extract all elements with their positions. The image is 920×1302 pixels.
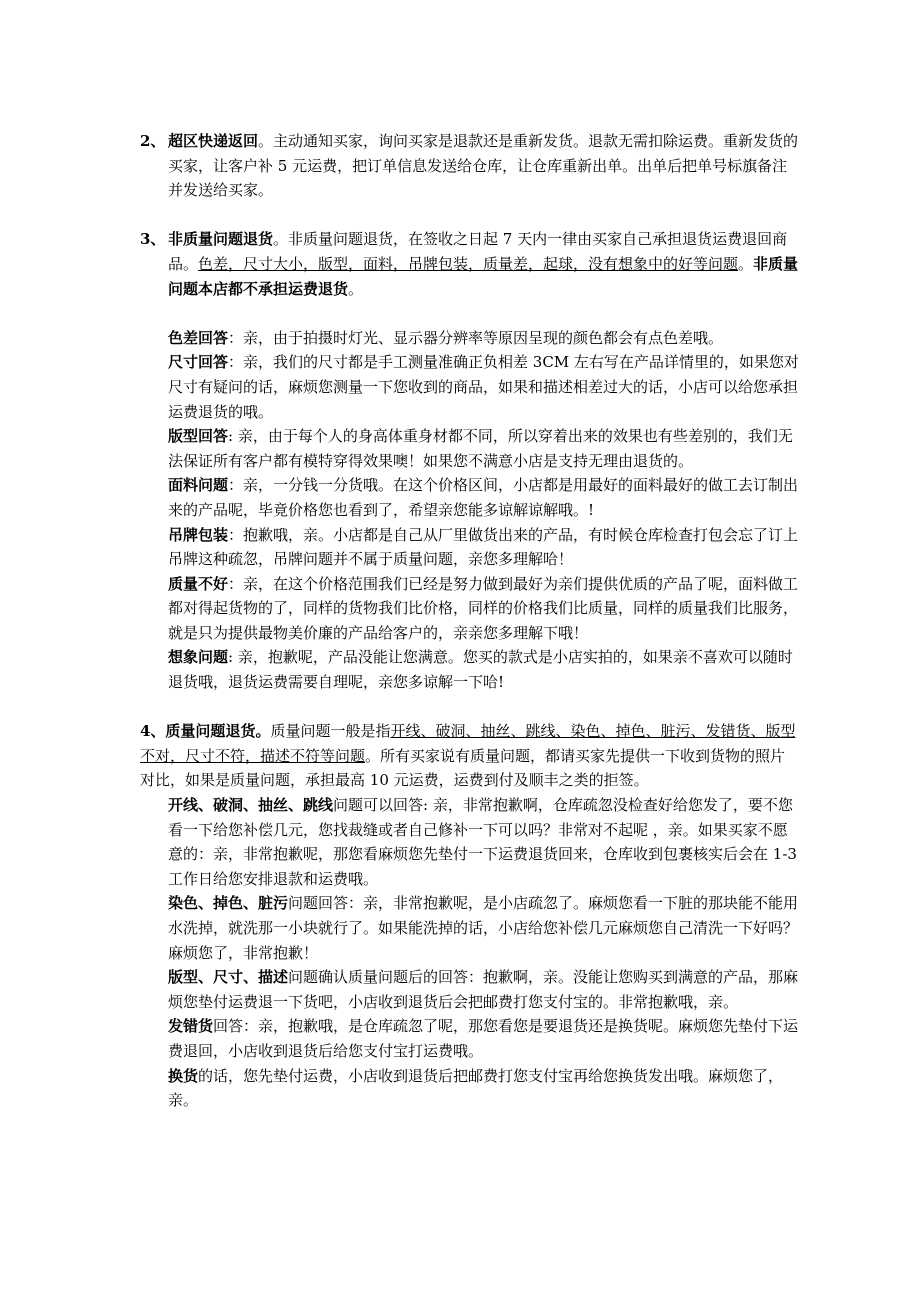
answer-label: 想象问题: [168, 648, 229, 667]
answer-text: : 亲，由于每个人的身高体重身材都不同，所以穿着出来的效果也有些差别的，我们无法保证所有客户都有模特穿得效果噢！如果您不满意小店是支持无理由退货的。: [168, 427, 793, 470]
answer-text: ：亲，在这个价格范围我们已经是努力做到最好为亲们提供优质的产品了呢，面料做工都对得起货物的了，同样的货物我们比价格，同样的价格我们比质量，同样的质量我们比服务，就是只为提供最物美价廉的产品给客户的，亲亲您多理解下哦！: [168, 574, 799, 642]
section-number: 2、: [140, 132, 166, 150]
answer-item: [168, 572, 800, 646]
section-4: [140, 719, 800, 793]
qa-label: 版型、尺寸、描述: [168, 968, 289, 987]
qa-item: [168, 965, 800, 1014]
qa-list: [140, 793, 800, 1113]
answer-label: 尺寸回答: [168, 353, 229, 372]
answer-label: 质量不好: [168, 574, 229, 593]
section-title: 超区快递返回: [168, 132, 259, 150]
section-2: [140, 129, 800, 203]
section-3: 3、 非质量问题退货。非质量问题退货，在签收之日起 7 天内一律由买家自己承担退货运费退回商品。色差，尺寸大小，版型，面料，吊牌包装，质量差，起球，没有想象中的好等问题。非质量问题本店都不承担运费退货。: [140, 227, 800, 301]
section-text: 。非质量问题退货，在签收之日起 7 天内一律由买家自己承担退货运费退回商品。: [168, 230, 788, 273]
qa-item: [168, 1014, 800, 1063]
answer-text: ：抱歉哦，亲。小店都是自己从厂里做货出来的产品，有时候仓库检查打包会忘了订上吊牌这种疏忽，吊牌问题并不属于质量问题，亲您多理解哈！: [168, 525, 799, 569]
qa-label: 染色、掉色、脏污: [168, 894, 289, 913]
answer-item: [168, 350, 800, 424]
section-title: 4、质量问题退货。: [140, 722, 271, 741]
answer-label: 吊牌包装: [168, 525, 229, 544]
answer-item: [168, 326, 800, 351]
answer-label: 色差回答: [168, 328, 229, 347]
qa-text: 问题确认质量问题后的回答：抱歉啊，亲。没能让您购买到满意的产品，那麻烦您垫付运费退一下货吧，小店收到退货后会把邮费打您支付宝的。非常抱歉哦，亲。: [168, 968, 799, 1011]
answer-item: [168, 473, 800, 522]
section-text: 。所有买家说有质量问题，都请买家先提供一下收到货物的照片对比，如果是质量问题，承担最高 10 元运费，运费到付及顺丰之类的拒签。: [140, 746, 786, 790]
section-text: 。主动通知买家，询问买家是退款还是重新发货。退款无需扣除运费。重新发货的买家，让客户补 5 元运费，把订单信息发送给仓库，让仓库重新出单。出单后把单号标旗备注并发送给买家。: [168, 132, 799, 200]
section-title: 非质量问题退货: [168, 230, 274, 249]
underlined-issues: 色差，尺寸大小，版型，面料，吊牌包装，质量差，起球，没有想象中的好等问题: [198, 254, 739, 273]
qa-label: 换货: [168, 1066, 199, 1085]
answer-list: [140, 326, 800, 695]
qa-text: 问题回答：亲，非常抱歉呢，是小店疏忽了。麻烦您看一下脏的那块能不能用水洗掉，就洗那一小块就行了。如果能洗掉的话，小店给您补偿几元麻烦您自己清洗一下好吗？麻烦您了，非常抱歉！: [168, 894, 799, 962]
answer-label: 面料问题: [168, 476, 229, 495]
section-text: 质量问题一般是指: [270, 722, 391, 741]
answer-text: ：亲，一分钱一分货哦。在这个价格区间，小店都是用最好的面料最好的做工去订制出来的产品呢，毕竟价格您也看到了，希望亲您能多谅解谅解哦。!: [168, 476, 799, 519]
bold-policy: 非质量问题本店都不承担运费退货: [168, 254, 799, 298]
answer-text: : 亲，抱歉呢，产品没能让您满意。您买的款式是小店实拍的，如果亲不喜欢可以随时退货哦，退货运费需要自理呢，亲您多谅解一下哈!: [168, 648, 793, 692]
qa-item: [168, 793, 800, 891]
answer-label: 版型回答: [168, 427, 229, 446]
answer-item: [168, 424, 800, 473]
qa-label: 发错货: [168, 1017, 214, 1036]
section-number: 3、: [140, 230, 166, 249]
answer-item: [168, 645, 800, 694]
qa-item: [168, 891, 800, 965]
qa-label: 开线、破洞、抽丝、跳线: [168, 796, 334, 815]
qa-text: 的话，您先垫付运费，小店收到退货后把邮费打您支付宝再给您换货发出哦。麻烦您了，亲。: [168, 1066, 784, 1110]
underlined-issues: 开线、破洞、抽丝、跳线、染色、掉色、脏污、发错货、版型不对，尺寸不符，描述不符等问题: [140, 722, 796, 765]
qa-text: 回答：亲，抱歉哦，是仓库疏忽了呢，那您看您是要退货还是换货呢。麻烦您先垫付下运费退回，小店收到退货后给您支付宝打运费哦。: [168, 1017, 799, 1060]
answer-text: ：亲，我们的尺寸都是手工测量准确正负相差 3CM 左右写在产品详情里的，如果您对尺寸有疑问的话，麻烦您测量一下您收到的商品，如果和描述相差过大的话，小店可以给您承担运费退货的哦。: [168, 353, 799, 421]
answer-item: [168, 523, 800, 572]
qa-item: [168, 1064, 800, 1113]
answer-text: ：亲，由于拍摄时灯光、显示器分辨率等原因呈现的颜色都会有点色差哦。: [228, 328, 724, 347]
qa-text: 问题可以回答: 亲，非常抱歉啊，仓库疏忽没检查好给您发了，要不您看一下给您补偿几元，您找裁缝或者自己修补一下可以吗？非常对不起呢 ，亲。如果买家不愿意的：亲，非常抱歉呢，那您看麻烦您先垫付一下运费退货回来，仓库收到包裹核实后会在 1-3 工作日给您安排退款和运费哦。: [168, 796, 797, 888]
